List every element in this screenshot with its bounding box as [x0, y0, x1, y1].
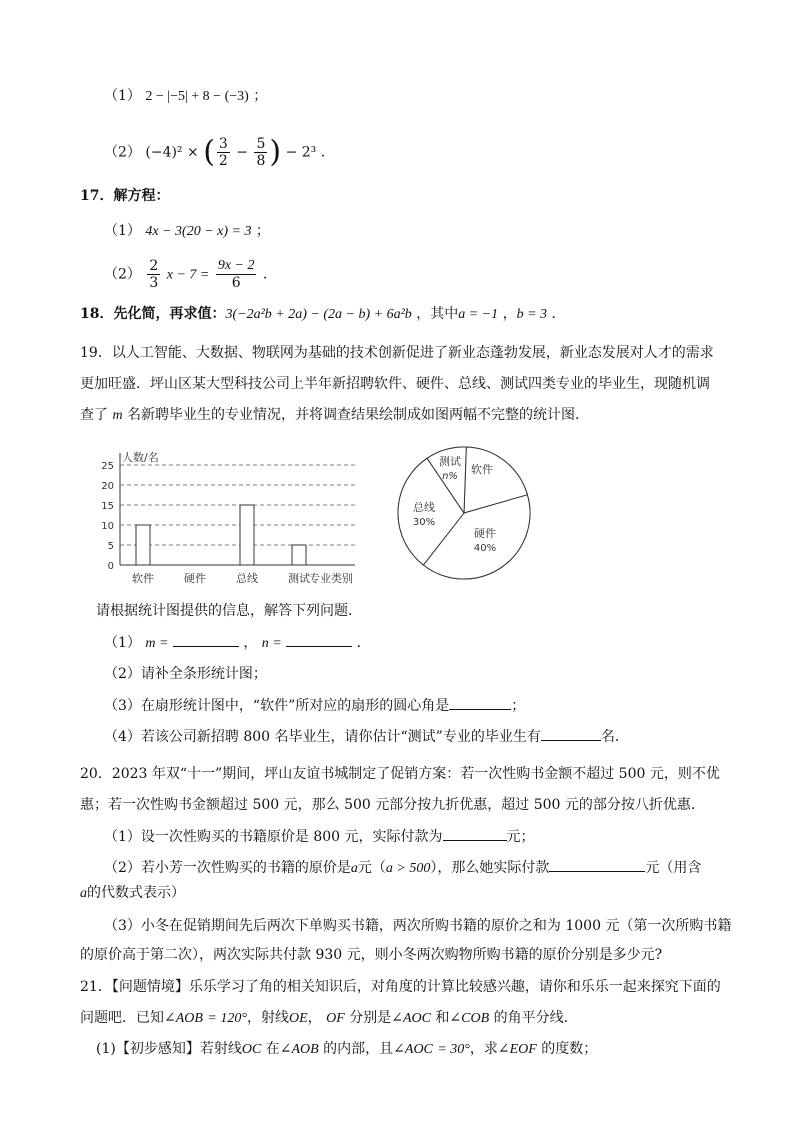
q20-s2-b: 元（ — [357, 860, 386, 876]
q16-part2 — [104, 136, 335, 169]
numerator: 9x − 2 — [217, 258, 255, 273]
q21-l2-d: 分别是∠ — [349, 1010, 403, 1026]
q16-p1-label: （1） — [104, 88, 141, 104]
q17-p2-end: ． — [262, 266, 277, 283]
y-tick-label: 20 — [101, 481, 114, 492]
q21-angle-eof: EOF — [509, 1042, 537, 1057]
y-tick-label: 5 — [107, 541, 114, 552]
q19-s1-label: （1） — [104, 635, 141, 651]
q20-sub3-line1: （3）小冬在促销期间先后两次下单购买书籍，两次所购书籍的原价之和为 1000 元（第一次所购书籍 — [104, 918, 732, 934]
q21-line3 — [96, 1039, 597, 1060]
q21-angle-aoc: AOC — [402, 1011, 431, 1026]
q21-line1: 21．【问题情境】乐乐学习了角的相关知识后，对角度的计算比较感兴趣，请你和乐乐一起来探究下面的 — [80, 979, 721, 995]
q20-var-a2: a — [80, 886, 87, 901]
q20-sub3-line2: 的原价高于第二次），两次实际共付款 930 元，则小冬两次购物所购书籍的原价分别是多少元? — [80, 947, 663, 963]
numerator: 2 — [149, 258, 159, 274]
q21-l2-b: ，射线 — [246, 1010, 289, 1026]
x-tick-label: 测试 — [288, 572, 310, 585]
q20-line2: 惠；若一次性购书金额超过 500 元，那么 500 元部分按九折优惠，超过 500 元的部分按八折优惠． — [80, 797, 705, 813]
q21-l3-aob: AOB — [291, 1042, 319, 1057]
q20-sub2-line2 — [80, 883, 185, 904]
close-paren: ) — [269, 134, 282, 170]
q21-line2 — [80, 1008, 578, 1029]
denominator: 8 — [256, 153, 266, 169]
q21-angle-aob: AOB — [175, 1011, 203, 1026]
q19-sub2: （2）请补全条形统计图； — [104, 666, 267, 682]
slice-label: 总线 — [413, 501, 435, 514]
q16-p2-end: ． — [320, 144, 335, 161]
q19-prompt: 请根据统计图提供的信息，解答下列问题． — [96, 603, 362, 619]
x-tick-label: 软件 — [132, 572, 154, 585]
q21-eq-30: = 30° — [437, 1042, 470, 1057]
q17-p2-label: （2） — [104, 266, 141, 283]
q20-sub1 — [104, 826, 535, 847]
q16-p2-label: （2） — [104, 144, 141, 161]
q19-s1-end: ． — [356, 635, 371, 651]
slice-label: 硬件 — [474, 527, 496, 540]
q17-p1-end: ； — [255, 223, 270, 239]
q18-label: 18．先化简，再求值： — [80, 306, 226, 322]
q19-s1-n: n = — [261, 636, 282, 651]
q19-line3-b: 名新聘毕业生的专业情况，并将调查结果绘制成如图两幅不完整的统计图． — [127, 407, 590, 423]
y-tick-label: 15 — [101, 501, 114, 512]
bar-测试 — [292, 545, 306, 565]
q21-eq-120: = 120° — [207, 1011, 247, 1026]
q19-sub3 — [104, 695, 525, 716]
answer-blank-m[interactable] — [173, 632, 239, 647]
slice-percent: 30% — [412, 517, 436, 528]
fraction-5-8 — [254, 136, 267, 169]
q19-line1: 19．以人工智能、大数据、物联网为基础的技术创新促进了新业态蓬勃发展，新业态发展对人才的需求 — [80, 345, 714, 361]
q20-s1-text: （1）设一次性购买的书籍原价是 800 元，实际付款为 — [104, 829, 443, 845]
q18-line — [80, 304, 565, 325]
answer-blank-angle[interactable] — [449, 695, 511, 710]
open-paren: ( — [203, 134, 215, 170]
q21-l2-e: 和∠ — [435, 1010, 462, 1026]
q19-line2: 更加旺盛．坪山区某大型科技公司上半年新招聘软件、硬件、总线、测试四类专业的毕业生，现随机调 — [80, 376, 710, 392]
q20-s2-line2: 的代数式表示） — [87, 885, 185, 901]
q19-sub1 — [104, 632, 371, 654]
y-tick-label: 25 — [101, 461, 114, 472]
y-axis-label: 人数/名 — [122, 451, 159, 464]
bar-总线 — [240, 505, 254, 565]
answer-blank-count[interactable] — [541, 726, 601, 741]
q21-ray-of: OF — [326, 1011, 345, 1026]
q19-s4-end: 名． — [600, 729, 629, 745]
denominator: 2 — [218, 153, 228, 169]
answer-blank-n[interactable] — [286, 632, 352, 647]
q16-p2-pre: (−4)² × — [145, 144, 199, 161]
q16-p1-expr: 2 − |−5| + 8 − (−3) — [145, 89, 249, 104]
q21-l3-b: 在∠ — [265, 1041, 292, 1057]
q20-line1: 20．2023 年双“十一”期间，坪山友谊书城制定了促销方案：若一次性购书金额不超过 500 元，则不优 — [80, 766, 720, 782]
q17-part1 — [104, 221, 270, 242]
fraction-9x-2-6 — [216, 258, 257, 291]
q19-s4-text: （4）若该公司新招聘 800 名毕业生，请你估计“测试”专业的毕业生有 — [104, 729, 541, 745]
q21-l2-c: ， — [307, 1010, 322, 1026]
q20-s1-end: 元； — [506, 829, 535, 845]
q19-line3-a: 查了 — [80, 407, 108, 423]
q16-part1 — [104, 86, 267, 107]
q18-sep: ， — [502, 306, 517, 322]
q20-s2-end: 元（用含 — [645, 860, 702, 876]
q21-angle-cob: COB — [461, 1011, 490, 1026]
q19-s3-end: ； — [511, 698, 526, 714]
q18-a-value: a = −1 — [458, 307, 499, 322]
pie-chart — [392, 437, 542, 587]
q21-ray-oc: OC — [241, 1042, 262, 1057]
q20-sub2 — [104, 857, 701, 879]
y-tick-label: 0 — [107, 561, 114, 572]
numerator: 5 — [256, 136, 266, 152]
q21-l2-f: 的角平分线． — [493, 1010, 578, 1026]
q20-s2-text: （2）若小芳一次性购买的书籍的原价是 — [104, 860, 351, 876]
minus-sign: − — [236, 144, 249, 161]
x-tick-label: 总线 — [236, 572, 258, 585]
answer-blank-expression[interactable] — [549, 857, 645, 872]
q21-ray-oe: OE — [288, 1011, 308, 1026]
q19-var-m: m — [112, 408, 123, 423]
denominator: 6 — [231, 275, 241, 291]
q20-cond: a > 500 — [385, 861, 431, 876]
q17-part2 — [104, 258, 277, 291]
answer-blank-payment[interactable] — [443, 826, 507, 841]
x-tick-label: 硬件 — [184, 572, 206, 585]
q20-var-a: a — [350, 861, 358, 876]
slice-percent: n% — [442, 471, 458, 482]
q21-l3-aoc: AOC — [404, 1042, 433, 1057]
q19-sub4 — [104, 726, 629, 747]
y-tick-label: 10 — [101, 521, 114, 532]
q19-s1-comma: ， — [243, 635, 258, 651]
fraction-3-2 — [217, 136, 230, 169]
q21-l3-e: 的度数； — [541, 1041, 598, 1057]
q18-end: ． — [551, 306, 566, 322]
q18-cond: ，其中 — [416, 306, 459, 322]
x-axis-label: 专业类别 — [309, 572, 353, 585]
q21-l2-a: 问题吧．已知∠ — [80, 1010, 176, 1026]
q17-p1-label: （1） — [104, 223, 141, 239]
bar-软件 — [136, 525, 150, 565]
slice-label: 软件 — [471, 463, 493, 476]
q17-title: 17．解方程： — [80, 188, 170, 204]
denominator: 3 — [149, 275, 159, 291]
slice-percent: 40% — [473, 543, 497, 554]
q21-l3-d: ，求∠ — [469, 1041, 510, 1057]
q20-s2-c: ），那么她实际付款 — [430, 860, 550, 876]
q21-l3-a: (1)【初步感知】若射线 — [96, 1041, 242, 1057]
q17-p1-expr: 4x − 3(20 − x) = 3 — [145, 224, 252, 239]
numerator: 3 — [218, 136, 228, 152]
q16-p2-post: − 2³ — [285, 144, 317, 161]
q16-p1-end: ； — [253, 88, 268, 104]
q19-s3-text: （3）在扇形统计图中，“软件”所对应的扇形的圆心角是 — [104, 698, 450, 714]
q18-b-value: b = 3 — [516, 307, 548, 322]
q17-p2-mid: x − 7 = — [166, 267, 210, 283]
q19-line3 — [80, 405, 589, 426]
bar-chart — [95, 440, 385, 590]
q18-expr: 3(−2a²b + 2a) − (2a − b) + 6a²b — [225, 307, 412, 322]
slice-label: 测试 — [439, 455, 461, 468]
q21-l3-c: 的内部，且∠ — [323, 1041, 405, 1057]
fraction-2-3 — [147, 258, 160, 291]
q19-s1-m: m = — [145, 636, 169, 651]
